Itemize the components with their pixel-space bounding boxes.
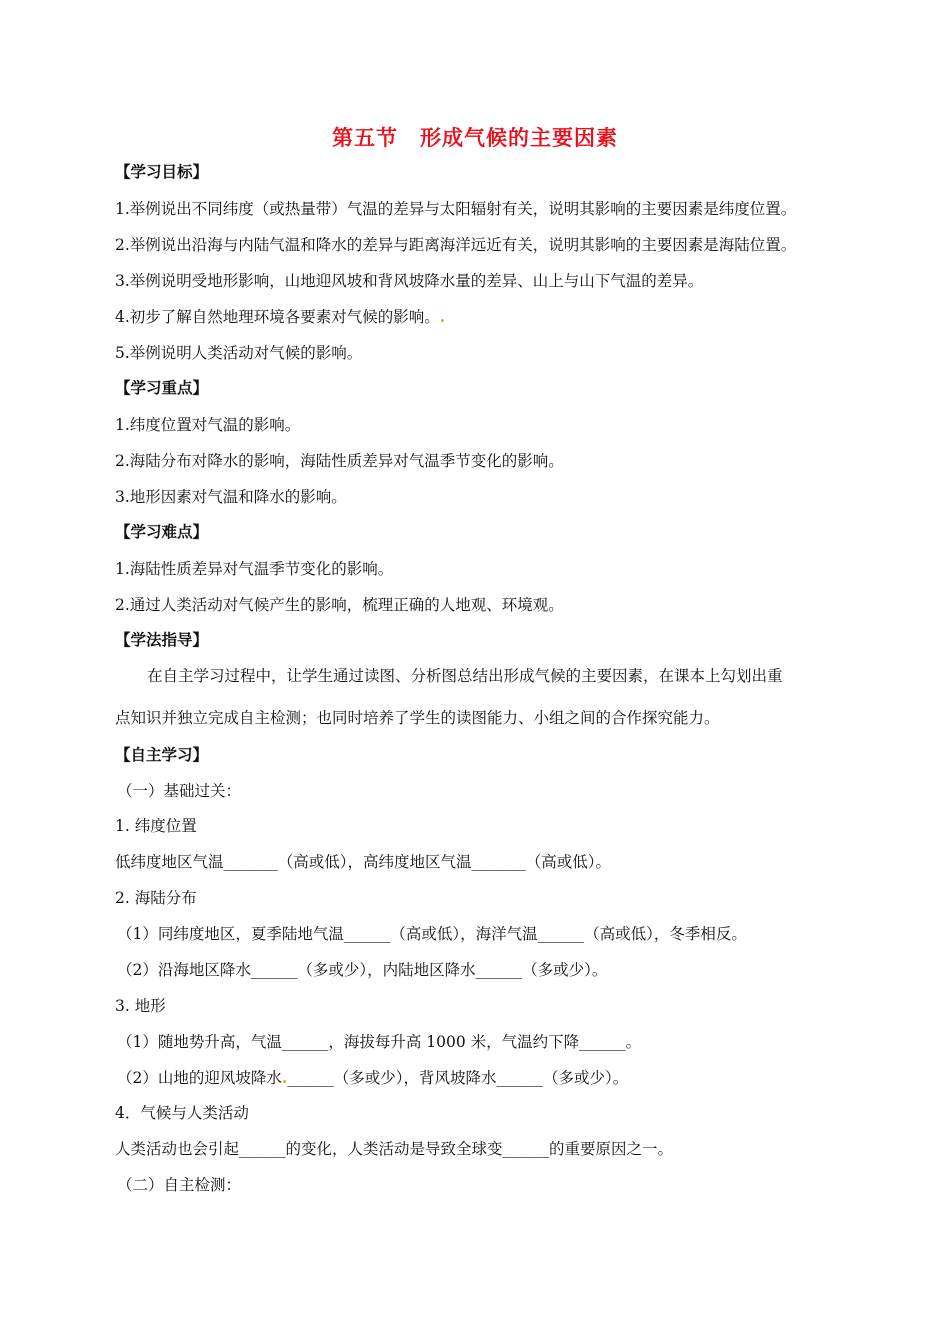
human-fill-line: 人类活动也会引起______的变化，人类活动是导致全球变______的重要原因之一。 [115, 1140, 674, 1158]
terrain-fill-line-2: （2）山地的迎风坡降水.______（多或少），背风坡降水______（多或少）。 [117, 1068, 629, 1087]
key-points-heading: 【学习重点】 [115, 379, 209, 397]
key-point-item: 2.海陆分布对降水的影响，海陆性质差异对气温季节变化的影响。 [115, 452, 564, 470]
sealand-fill-line-2: （2）沿海地区降水______（多或少），内陆地区降水______（多或少）。 [117, 961, 608, 979]
key-point-item: 3.地形因素对气温和降水的影响。 [115, 488, 347, 506]
method-heading: 【学法指导】 [115, 631, 209, 649]
difficulty-item: 1.海陆性质差异对气温季节变化的影响。 [115, 560, 394, 578]
goal-item: 1.举例说出不同纬度（或热量带）气温的差异与太阳辐射有关，说明其影响的主要因素是纬度位置。 [115, 200, 797, 218]
method-paragraph-line: 在自主学习过程中，让学生通过读图、分析图总结出形成气候的主要因素，在课本上勾划出重 [147, 667, 783, 685]
latitude-fill-line: 低纬度地区气温_______（高或低），高纬度地区气温_______（高或低）。 [115, 853, 612, 871]
goal-item: 2.举例说出沿海与内陆气温和降水的差异与距离海洋远近有关，说明其影响的主要因素是海陆位置。 [115, 236, 797, 254]
sealand-fill-line-1: （1）同纬度地区，夏季陆地气温______（高或低），海洋气温______（高或低），冬季相反。 [117, 925, 747, 943]
terrain-fill-line-1: （1）随地势升高，气温______，海拔每升高 1000 米，气温约下降______。 [117, 1033, 642, 1051]
latitude-title: 1. 纬度位置 [115, 817, 197, 835]
part-two-label: （二）自主检测： [117, 1176, 242, 1194]
part-one-label: （一）基础过关： [117, 782, 242, 800]
stray-mark: . [281, 1068, 288, 1087]
key-point-item: 1.纬度位置对气温的影响。 [115, 416, 301, 434]
sealand-title: 2. 海陆分布 [115, 889, 197, 907]
page-title: 第五节 形成气候的主要因素 [332, 126, 618, 150]
difficulty-item: 2.通过人类活动对气候产生的影响，梳理正确的人地观、环境观。 [115, 596, 564, 614]
goal-item: 4.初步了解自然地理环境各要素对气候的影响。. [115, 307, 446, 326]
method-paragraph-line: 点知识并独立完成自主检测；也同时培养了学生的读图能力、小组之间的合作探究能力。 [115, 709, 720, 727]
goal-item: 5.举例说明人类活动对气候的影响。 [115, 344, 363, 362]
stray-mark: . [439, 307, 446, 326]
human-title: 4．气候与人类活动 [115, 1104, 249, 1122]
self-study-heading: 【自主学习】 [115, 746, 209, 764]
difficulties-heading: 【学习难点】 [115, 523, 209, 541]
goal-item: 3.举例说明受地形影响，山地迎风坡和背风坡降水量的差异、山上与山下气温的差异。 [115, 272, 704, 290]
goals-heading: 【学习目标】 [115, 163, 209, 181]
terrain-title: 3. 地形 [115, 997, 166, 1015]
